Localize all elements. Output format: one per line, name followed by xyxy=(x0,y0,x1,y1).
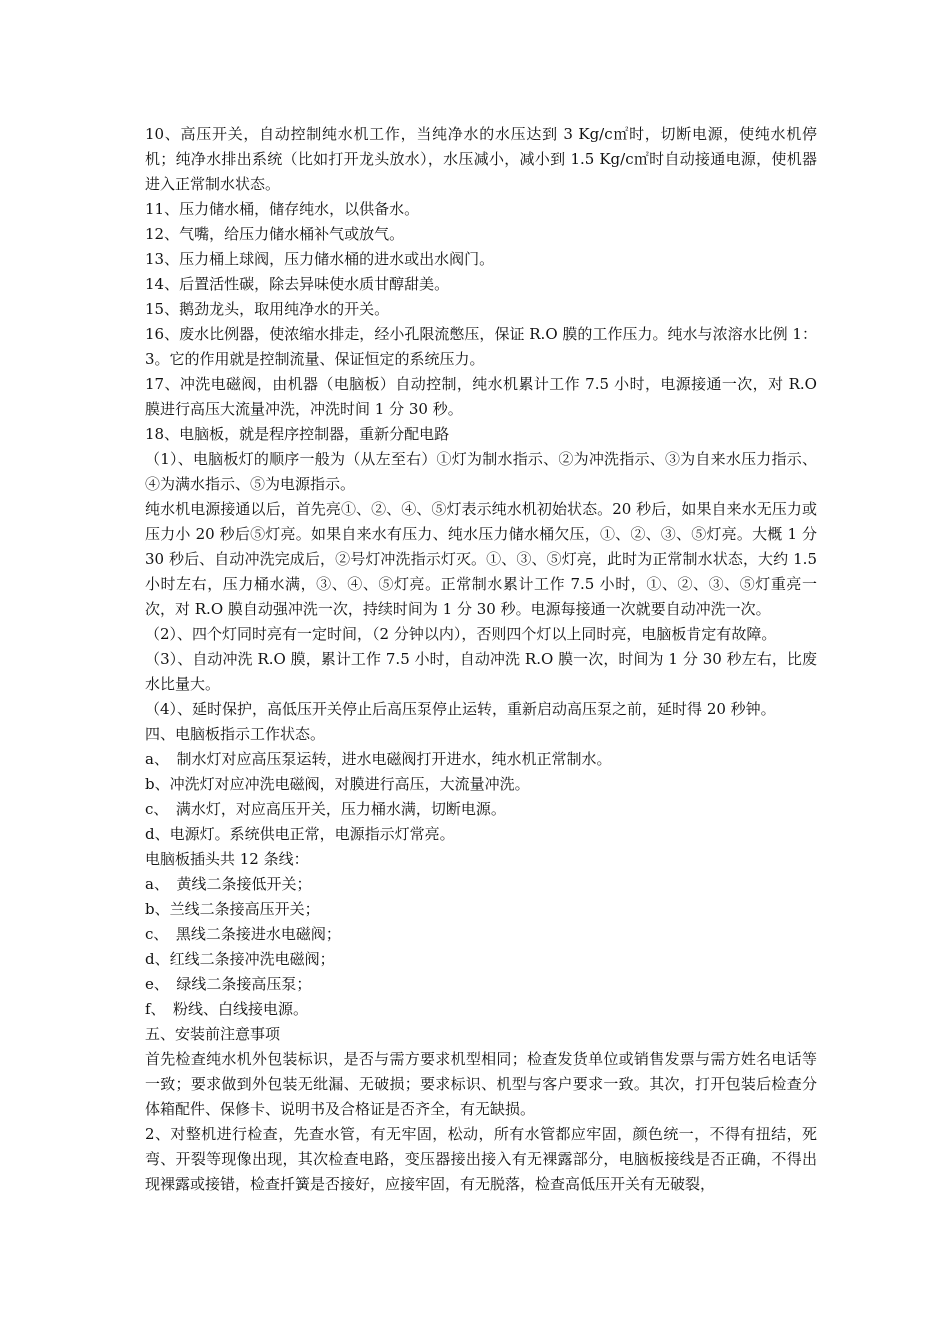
list-item-status-c: c、 满水灯，对应高压开关，压力桶水满，切断电源。 xyxy=(145,800,506,818)
paragraph-gooseneck-faucet: 15、鹅劲龙头，取用纯净水的开关。 xyxy=(145,300,390,318)
list-item-wire-a: a、 黄线二条接低开关； xyxy=(145,875,312,893)
list-item-status-b: b、冲洗灯对应冲洗电磁阀，对膜进行高压，大流量冲洗。 xyxy=(145,775,530,793)
document-page xyxy=(145,122,817,1197)
paragraph-control-board: 18、电脑板，就是程序控制器，重新分配电路 xyxy=(145,425,450,443)
list-item-status-d: d、电源灯。系统供电正常，电源指示灯常亮。 xyxy=(145,825,455,843)
paragraph-ball-valve: 13、压力桶上球阀，压力储水桶的进水或出水阀门。 xyxy=(145,250,495,268)
list-item-wire-d: d、红线二条接冲洗电磁阀； xyxy=(145,950,335,968)
paragraph-four-lights: （2）、四个灯同时亮有一定时间，（2 分钟以内），否则四个灯以上同时亮，电脑板肯定有故障。 xyxy=(145,625,777,643)
paragraph-plug-wires: 电脑板插头共 12 条线： xyxy=(145,850,309,868)
paragraph-auto-flush: （3）、自动冲洗 R.O 膜，累计工作 7.5 小时，自动冲洗 R.O 膜一次，时间为 1 分 30 秒左右，比废水比量大。 xyxy=(145,650,817,693)
paragraph-flush-solenoid: 17、冲洗电磁阀，由机器（电脑板）自动控制，纯水机累计工作 7.5 小时，电源接通一次，对 R.O 膜进行高压大流量冲洗，冲洗时间 1 分 30 秒。 xyxy=(145,375,817,418)
list-item-wire-b: b、兰线二条接高压开关； xyxy=(145,900,320,918)
paragraph-unit-check: 2、对整机进行检查，先查水管，有无牢固，松动，所有水管都应牢固，颜色统一，不得有扭结，死弯、开裂等现像出现，其次检查电路，变压器接出接入有无裸露部分，电脑板接线是否正确，不得出现裸露或接错，检查扦簧是否接好，应接牢固，有无脱落，检查高低压开关有无破裂， xyxy=(145,1125,817,1193)
list-item-wire-e: e、 绿线二条接高压泵； xyxy=(145,975,312,993)
paragraph-package-check: 首先检查纯水机外包装标识，是否与需方要求机型相同；检查发货单位或销售发票与需方姓名电话等一致；要求做到外包装无纰漏、无破损；要求标识、机型与客户要求一致。其次，打开包装后检查分体箱配件、保修卡、说明书及合格证是否齐全，有无缺损。 xyxy=(145,1050,817,1118)
list-item-wire-c: c、 黑线二条接进水电磁阀； xyxy=(145,925,341,943)
paragraph-light-order: （1）、电脑板灯的顺序一般为（从左至右）①灯为制水指示、②为冲洗指示、③为自来水压力指示、④为满水指示、⑤为电源指示。 xyxy=(145,450,817,493)
section-heading-pre-install: 五、安装前注意事项 xyxy=(145,1025,281,1043)
section-heading-board-status: 四、电脑板指示工作状态。 xyxy=(145,725,326,743)
paragraph-waste-ratio-valve: 16、废水比例器，使浓缩水排走，经小孔限流憋压，保证 R.O 膜的工作压力。纯水与浓溶水比例 1：3。它的作用就是控制流量、保证恒定的系统压力。 xyxy=(145,325,817,368)
paragraph-pressure-tank: 11、压力储水桶，储存纯水，以供备水。 xyxy=(145,200,420,218)
list-item-status-a: a、 制水灯对应高压泵运转，进水电磁阀打开进水，纯水机正常制水。 xyxy=(145,750,612,768)
paragraph-high-pressure-switch: 10、高压开关，自动控制纯水机工作，当纯净水的水压达到 3 Kg/c㎡时，切断电源，使纯水机停机；纯净水排出系统（比如打开龙头放水），水压减小，减小到 1.5 Kg/c㎡时自动接通电源，使机器进入正常制水状态。 xyxy=(145,125,817,193)
paragraph-delay-protection: （4）、延时保护，高低压开关停止后高压泵停止运转，重新启动高压泵之前，延时得 20 秒钟。 xyxy=(145,700,776,718)
paragraph-post-carbon: 14、后置活性碳，除去异味使水质甘醇甜美。 xyxy=(145,275,450,293)
paragraph-air-valve: 12、气嘴，给压力储水桶补气或放气。 xyxy=(145,225,405,243)
list-item-wire-f: f、 粉线、白线接电源。 xyxy=(145,1000,309,1018)
paragraph-light-sequence: 纯水机电源接通以后，首先亮①、②、④、⑤灯表示纯水机初始状态。20 秒后，如果自来水无压力或压力小 20 秒后⑤灯亮。如果自来水有压力、纯水压力储水桶欠压，①、②、③、⑤灯亮。大概 1 分 30 秒后、自动冲洗完成后，②号灯冲洗指示灯灭。①、③、⑤灯亮，此时为正常制水状态，大约 1.5 小时左右，压力桶水满，③、④、⑤灯亮。正常制水累计工作 7.5 小时，①、②、③、⑤灯重亮一次，对 R.O 膜自动强冲洗一次，持续时间为 1 分 30 秒。电源每接通一次就要自动冲洗一次。 xyxy=(145,500,817,618)
